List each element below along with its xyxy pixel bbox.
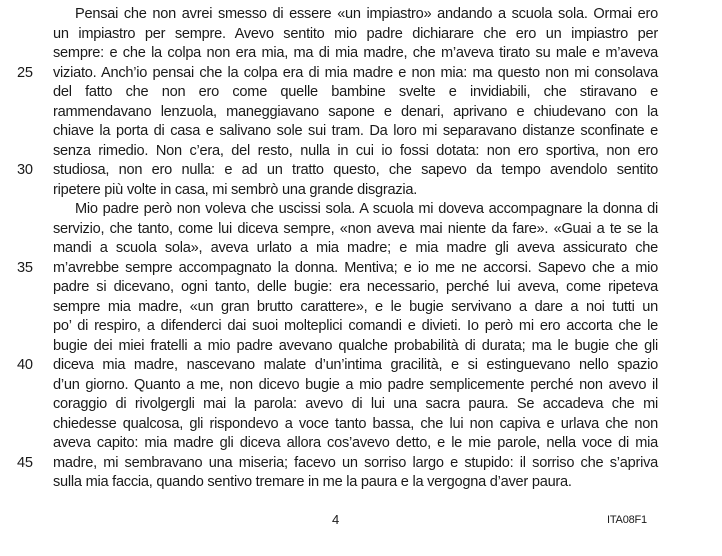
text-line: coraggio di rivolgergli mai la parola: avevo di lui una sacra paura. Se accadeva che mi	[53, 396, 658, 412]
text-line: un impiastro per sempre. Avevo sentito mio padre dichiarare che ero un impiastro per	[53, 26, 658, 42]
line-number: 40	[17, 357, 33, 373]
line-number: 30	[17, 162, 33, 178]
text-line: servizio, che tanto, come lui diceva sempre, «non aveva mai niente da fare». «Guai a te se la	[53, 221, 658, 237]
document-code: ITA08F1	[607, 514, 647, 526]
text-line: d’un giorno. Quanto a me, non dicevo bugie a mio padre semplicemente perché non avevo il	[53, 377, 658, 393]
text-line: sempre: e che la colpa non era mia, ma di mia madre, che m’aveva tirato su male e m’aveva	[53, 45, 658, 61]
text-line: chiave la porta di casa e salivano sole sui tram. Da loro mi separavano distanze sconfinate e	[53, 123, 658, 139]
text-line: studiosa, non ero nulla: e ad un tratto questo, che sapevo da tempo avendolo sentito	[53, 162, 658, 178]
line-number: 45	[17, 455, 33, 471]
line-number: 35	[17, 260, 33, 276]
text-line: senza rimedio. Non c’era, del resto, nulla in cui io fossi dotata: non ero sportiva, non ero	[53, 143, 658, 159]
text-line: Mio padre però non voleva che uscissi sola. A scuola mi doveva accompagnare la donna di	[75, 201, 658, 217]
text-line: chiedesse qualcosa, gli rispondevo a voce tanto bassa, che lui non capiva e urlava che non	[53, 416, 658, 432]
text-line: madre, mi sembravano una miseria; facevo un sorriso largo e stupido: il sorriso che s’apriva	[53, 455, 658, 471]
line-number: 25	[17, 65, 33, 81]
page-number: 4	[332, 512, 340, 527]
text-line: Pensai che non avrei smesso di essere «un impiastro» andando a scuola sola. Ormai ero	[75, 6, 658, 22]
text-line: ripetere più volte in casa, mi sembrò una grande disgrazia.	[53, 182, 418, 198]
text-line: m’avrebbe sempre accompagnato la donna. Mentiva; e io me ne accorsi. Sapevo che a mio	[53, 260, 658, 276]
text-line: mandi a scuola sola», aveva urlato a mia madre; e mia madre gli aveva assicurato che	[53, 240, 658, 256]
text-line: padre si dicevano, ogni tanto, delle bugie: era necessario, perché lui aveva, come ripeteva	[53, 279, 658, 295]
text-line: po’ di respiro, a difenderci dai suoi molteplici comandi e divieti. Io però mi ero accorta che le	[53, 318, 658, 334]
text-line: sempre mia madre, «un gran brutto carattere», e le bugie servivano a dare a noi tutti un	[53, 299, 658, 315]
text-line: del fatto che non ero come quelle bambine svelte e invidiabili, che stiravano e	[53, 84, 658, 100]
text-line: bugie dei miei fratelli a mio padre avevano qualche probabilità di durata; ma le bugie che gli	[53, 338, 658, 354]
text-line: diceva mia madre, nascevano malate d’un’intima gracilità, e si estinguevano nello spazio	[53, 357, 658, 373]
text-line: rammendavano lenzuola, maneggiavano sapone e denari, aprivano e chiudevano con la	[53, 104, 658, 120]
text-line: aveva capito: mia madre gli diceva allora cos’avevo detto, e le mie parole, nella voce di mia	[53, 435, 658, 451]
text-line: viziato. Anch’io pensai che la colpa era di mia madre e non mia: ma questo non mi consolava	[53, 65, 658, 81]
text-line: sulla mia faccia, quando sentivo tremare in me la paura e la vergogna d’aver paura.	[53, 474, 572, 490]
